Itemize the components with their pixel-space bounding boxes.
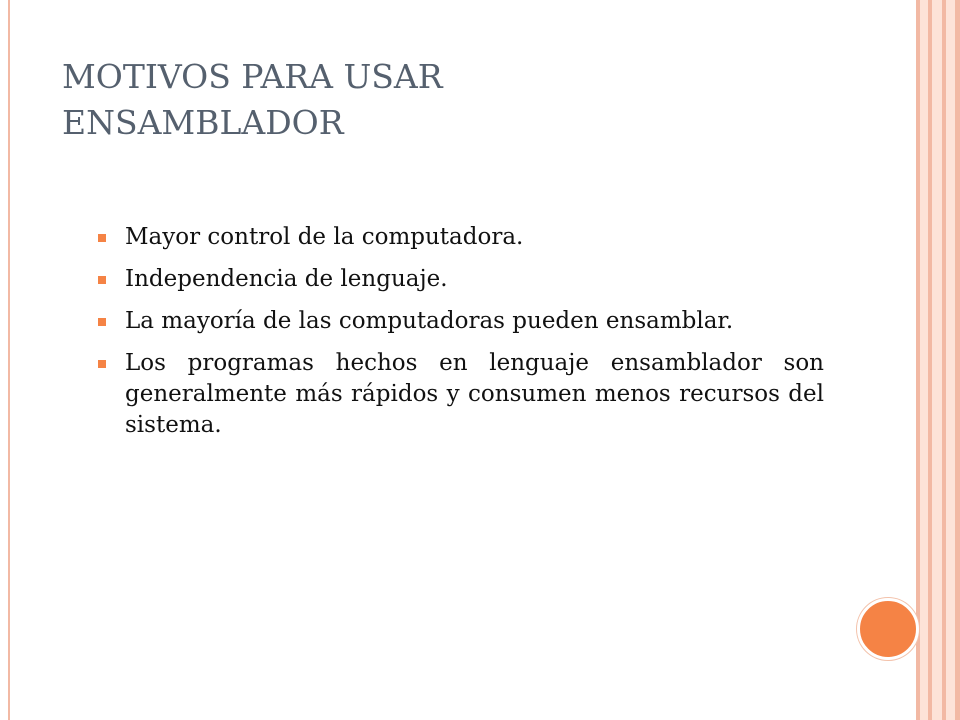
square-bullet-icon xyxy=(98,234,106,242)
bullet-list xyxy=(98,222,824,452)
bullet-text: La mayoría de las computadoras pueden ensamblar. xyxy=(125,308,734,334)
right-stripe xyxy=(955,0,960,720)
bullet-item xyxy=(98,306,824,337)
right-stripe xyxy=(946,0,955,720)
slide-title xyxy=(62,54,882,146)
slide-title-line: ENSAMBLADOR xyxy=(62,103,344,142)
slide-title-line: MOTIVOS PARA USAR xyxy=(62,57,443,96)
bullet-text: Los programas hechos en lenguaje ensamblador son generalmente más rápidos y consumen menos recursos del sistema. xyxy=(125,350,824,438)
left-border-line xyxy=(8,0,10,720)
square-bullet-icon xyxy=(98,276,106,284)
bullet-text: Independencia de lenguaje. xyxy=(125,266,448,292)
square-bullet-icon xyxy=(98,360,106,368)
right-stripe xyxy=(920,0,928,720)
square-bullet-icon xyxy=(98,318,106,326)
right-stripe xyxy=(932,0,942,720)
bullet-text: Mayor control de la computadora. xyxy=(125,224,524,250)
bullet-item xyxy=(98,222,824,253)
decorative-circle xyxy=(857,598,919,660)
bullet-item xyxy=(98,348,824,441)
bullet-item xyxy=(98,264,824,295)
